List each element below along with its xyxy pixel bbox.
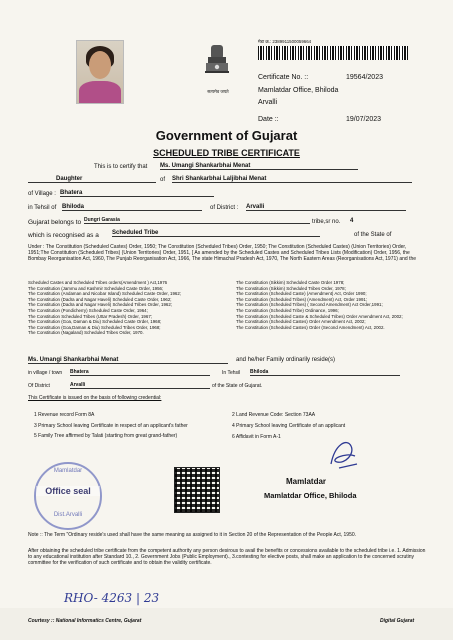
credential-item: 5 Family Tree affirmed by Talati (starting from great grand-father): [34, 433, 178, 439]
footer-courtesy: Courtesy :: National Informatics Centre, Gujarat: [28, 618, 142, 624]
applicant-photo: [76, 40, 124, 104]
act-item: The Constitution (Nagaland) Scheduled Tribes Order, 1970.: [28, 330, 144, 336]
act-item: The Constitution (Jammu and Kashmir Scheduled Caste Order, 1956;: [28, 285, 164, 291]
tribe-name: Dungri Garasia: [84, 217, 310, 224]
office-seal: [34, 462, 102, 530]
certificate-title: SCHEDULED TRIBE CERTIFICATE: [153, 148, 300, 158]
of-district-label: Of District: [28, 383, 50, 389]
seal-top-text: Mamlatdar: [53, 468, 83, 474]
state-suffix: of the State of: [354, 232, 392, 238]
act-item: The Constitution (Dadra and Nagar Haveli) Scheduled Caste Order, 1962;: [28, 296, 172, 302]
recognised-as: Scheduled Tribe: [112, 230, 320, 237]
seal-center-text: Office seal: [36, 486, 100, 496]
applicant-name: Ms. Umangi Shankarbhai Menat: [160, 163, 358, 170]
office-line-2: Arvalli: [258, 99, 278, 106]
act-item: The Constitution (Scheduled Caste & Scheduled Tribes) Order Amendment Act, 2002;: [236, 313, 403, 319]
seal-bottom-text: Dist.Arvalli: [53, 512, 83, 518]
district-label: of District :: [210, 205, 239, 211]
act-item: The Constitution (Andaman and Nicobar Island) Scheduled Caste Order, 1962;: [28, 291, 182, 297]
act-item: The Constitution (Sikkim) Scheduled Caste Order 1978;: [236, 280, 345, 285]
issue-date: 19/07/2023: [346, 116, 382, 123]
in-village: Bhatera: [70, 369, 210, 376]
handwritten-reference: RHO- 4263 | 23: [64, 591, 160, 605]
act-item: The Constitution (Scheduled Tribe) Ordinance, 1996;: [236, 307, 339, 313]
act-item: The Constitution (Pondicherry) Scheduled Caste Order, 1964;: [28, 307, 148, 313]
tribe-sr-label: tribe,sr no.: [312, 219, 341, 225]
note-ordinary-resident: Note :: The Term "Ordinary reside's used shall have the same meaning as assigned to it in Section 20 of the Representation of the People Act, 1950.: [28, 532, 357, 538]
recognised-label: which is recognised as a: [28, 232, 99, 239]
tehsil: Bhiloda: [62, 204, 202, 211]
credential-item: 1 Revenue record Form 8A: [34, 412, 95, 418]
act-item: The Constitution (Goa,Daman & Diu) Scheduled Tribes Order, 1968;: [28, 324, 161, 330]
of-label: of: [160, 177, 166, 183]
village-label: of Village :: [28, 191, 56, 197]
act-item: The Constitution (Goa, Daman & Diu) Scheduled Caste Order, 1968;: [28, 319, 162, 325]
act-item: The Constitution Scheduled Tribes (Uttar Pradesh) Order, 1967;: [28, 313, 152, 319]
footer-brand: Digital Gujarat: [380, 618, 415, 624]
belongs-label: Gujarat belongs to: [28, 219, 82, 226]
credential-item: 6 Affidavit in Form A-1: [232, 434, 281, 440]
act-item: The Constitution (Scheduled Tribes) (Amendment) Act, Order 1991;: [236, 296, 368, 302]
act-item: The Constitution (Scheduled Castes) Order Amendment Act, 2002;: [236, 319, 366, 325]
credential-item: 4 Primary School leaving Certificate of an applicant: [232, 423, 346, 429]
in-tehsil-label: In Tehsil: [222, 370, 241, 376]
tribe-sr-no: 4: [350, 218, 354, 224]
emblem-caption: सत्यमेव जयते: [207, 89, 229, 94]
footer: [0, 608, 453, 640]
credential-item: 2 Land Revenue Code: Section 73AA: [232, 412, 316, 418]
qr-code: [175, 468, 219, 512]
state-emblem-icon: [202, 43, 232, 87]
barcode: [258, 46, 408, 60]
act-item: The Constitution (Scheduled Caste) (Amendment) Act, Order 1990;: [236, 291, 367, 297]
parent-name: Shri Shankarbhai Laljibhai Menat: [172, 176, 412, 183]
act-item: The Constitution (Scheduled Castes) Order (Second Amendment) Act, 2002.: [236, 324, 385, 330]
family-text: and he/her Family ordinarily reside(s): [236, 357, 336, 363]
village: Bhatera: [60, 190, 214, 197]
resident-name: Ms. Umangi Shankarbhai Menat: [28, 357, 228, 364]
in-village-label: in village / town: [28, 370, 63, 376]
tehsil-label: in Tehsil of: [28, 205, 57, 211]
district: Arvalli: [246, 204, 406, 211]
act-item: The Constitution (Sikkim) Scheduled Tribes Order, 1978;: [236, 285, 346, 291]
certificate-no: 19564/2023: [346, 74, 383, 81]
credentials-heading: This Certificate is issued on the basis of following credential:: [28, 395, 162, 401]
signatory-office: Mamlatdar Office, Bhiloda: [264, 491, 357, 500]
reference-number: मेडा क्र.: 2389911500059664: [258, 39, 312, 44]
acts-left-list: [28, 280, 228, 336]
act-item: The Constitution (Dadra and Nagar Haveli) Scheduled Tribes Order, 1962;: [28, 302, 172, 308]
certify-label: This is to certify that: [94, 164, 148, 170]
acts-right-list: [236, 280, 426, 330]
note-validity: After obtaining the scheduled tribe certificate from the competent authority any person desirous to avail the benefits or concessions available to the scheduled tribe i.e. 1. Admission to any educational institution after Standard 10., 2. Government Jobs (Public Employment)., 3.contesting for elective posts, shall make an application to the concerned scrutiny committee for the verification of such certificate and to obtain the validity certificate.: [28, 548, 426, 566]
legal-basis-text: Under : The Constitution (Scheduled Castes) Order, 1950; The Constitution (Scheduled Tribes) Order, 1950; The Constitution (Scheduled Castes) (Union Territories) Order, 1951;The Constitution (Scheduled Tribes) (Union Territories) Order, 1951, [ As amended by the Scheduled Castes and Scheduled Tribes Lists (Modification) Order, 1956, the Bombay Reorganisation Act, 1960, The Punjab Reorganisation Act, 1966, The state Himachal Pradesh Act, 1970, The North Eastern Areas (Reorganisations Act, 1971) and the: [28, 244, 417, 262]
credential-item: 3 Primary School leaving Certificate in respect of an applicant's father: [34, 423, 188, 429]
act-item: Scheduled Castes and Scheduled Tribes orders(Amendment ) Act,1976: [28, 280, 168, 285]
relation: Daughter: [28, 176, 156, 183]
credentials-left: [34, 412, 204, 439]
certificate-no-label: Certificate No. ::: [258, 74, 309, 81]
state-of-label: of the State of Gujarat.: [212, 383, 263, 389]
of-district: Arvalli: [70, 382, 210, 389]
signature-icon: [325, 434, 361, 474]
signatory-title: Mamlatdar: [286, 477, 327, 486]
date-label: Date ::: [258, 116, 279, 123]
government-title: Government of Gujarat: [155, 128, 298, 143]
act-item: The Constitution (Scheduled Tribes) ( Second Amendment) Act Order,1991;: [236, 302, 383, 308]
in-tehsil: Bhiloda: [250, 369, 400, 376]
office-line-1: Mamlatdar Office, Bhiloda: [258, 87, 339, 94]
